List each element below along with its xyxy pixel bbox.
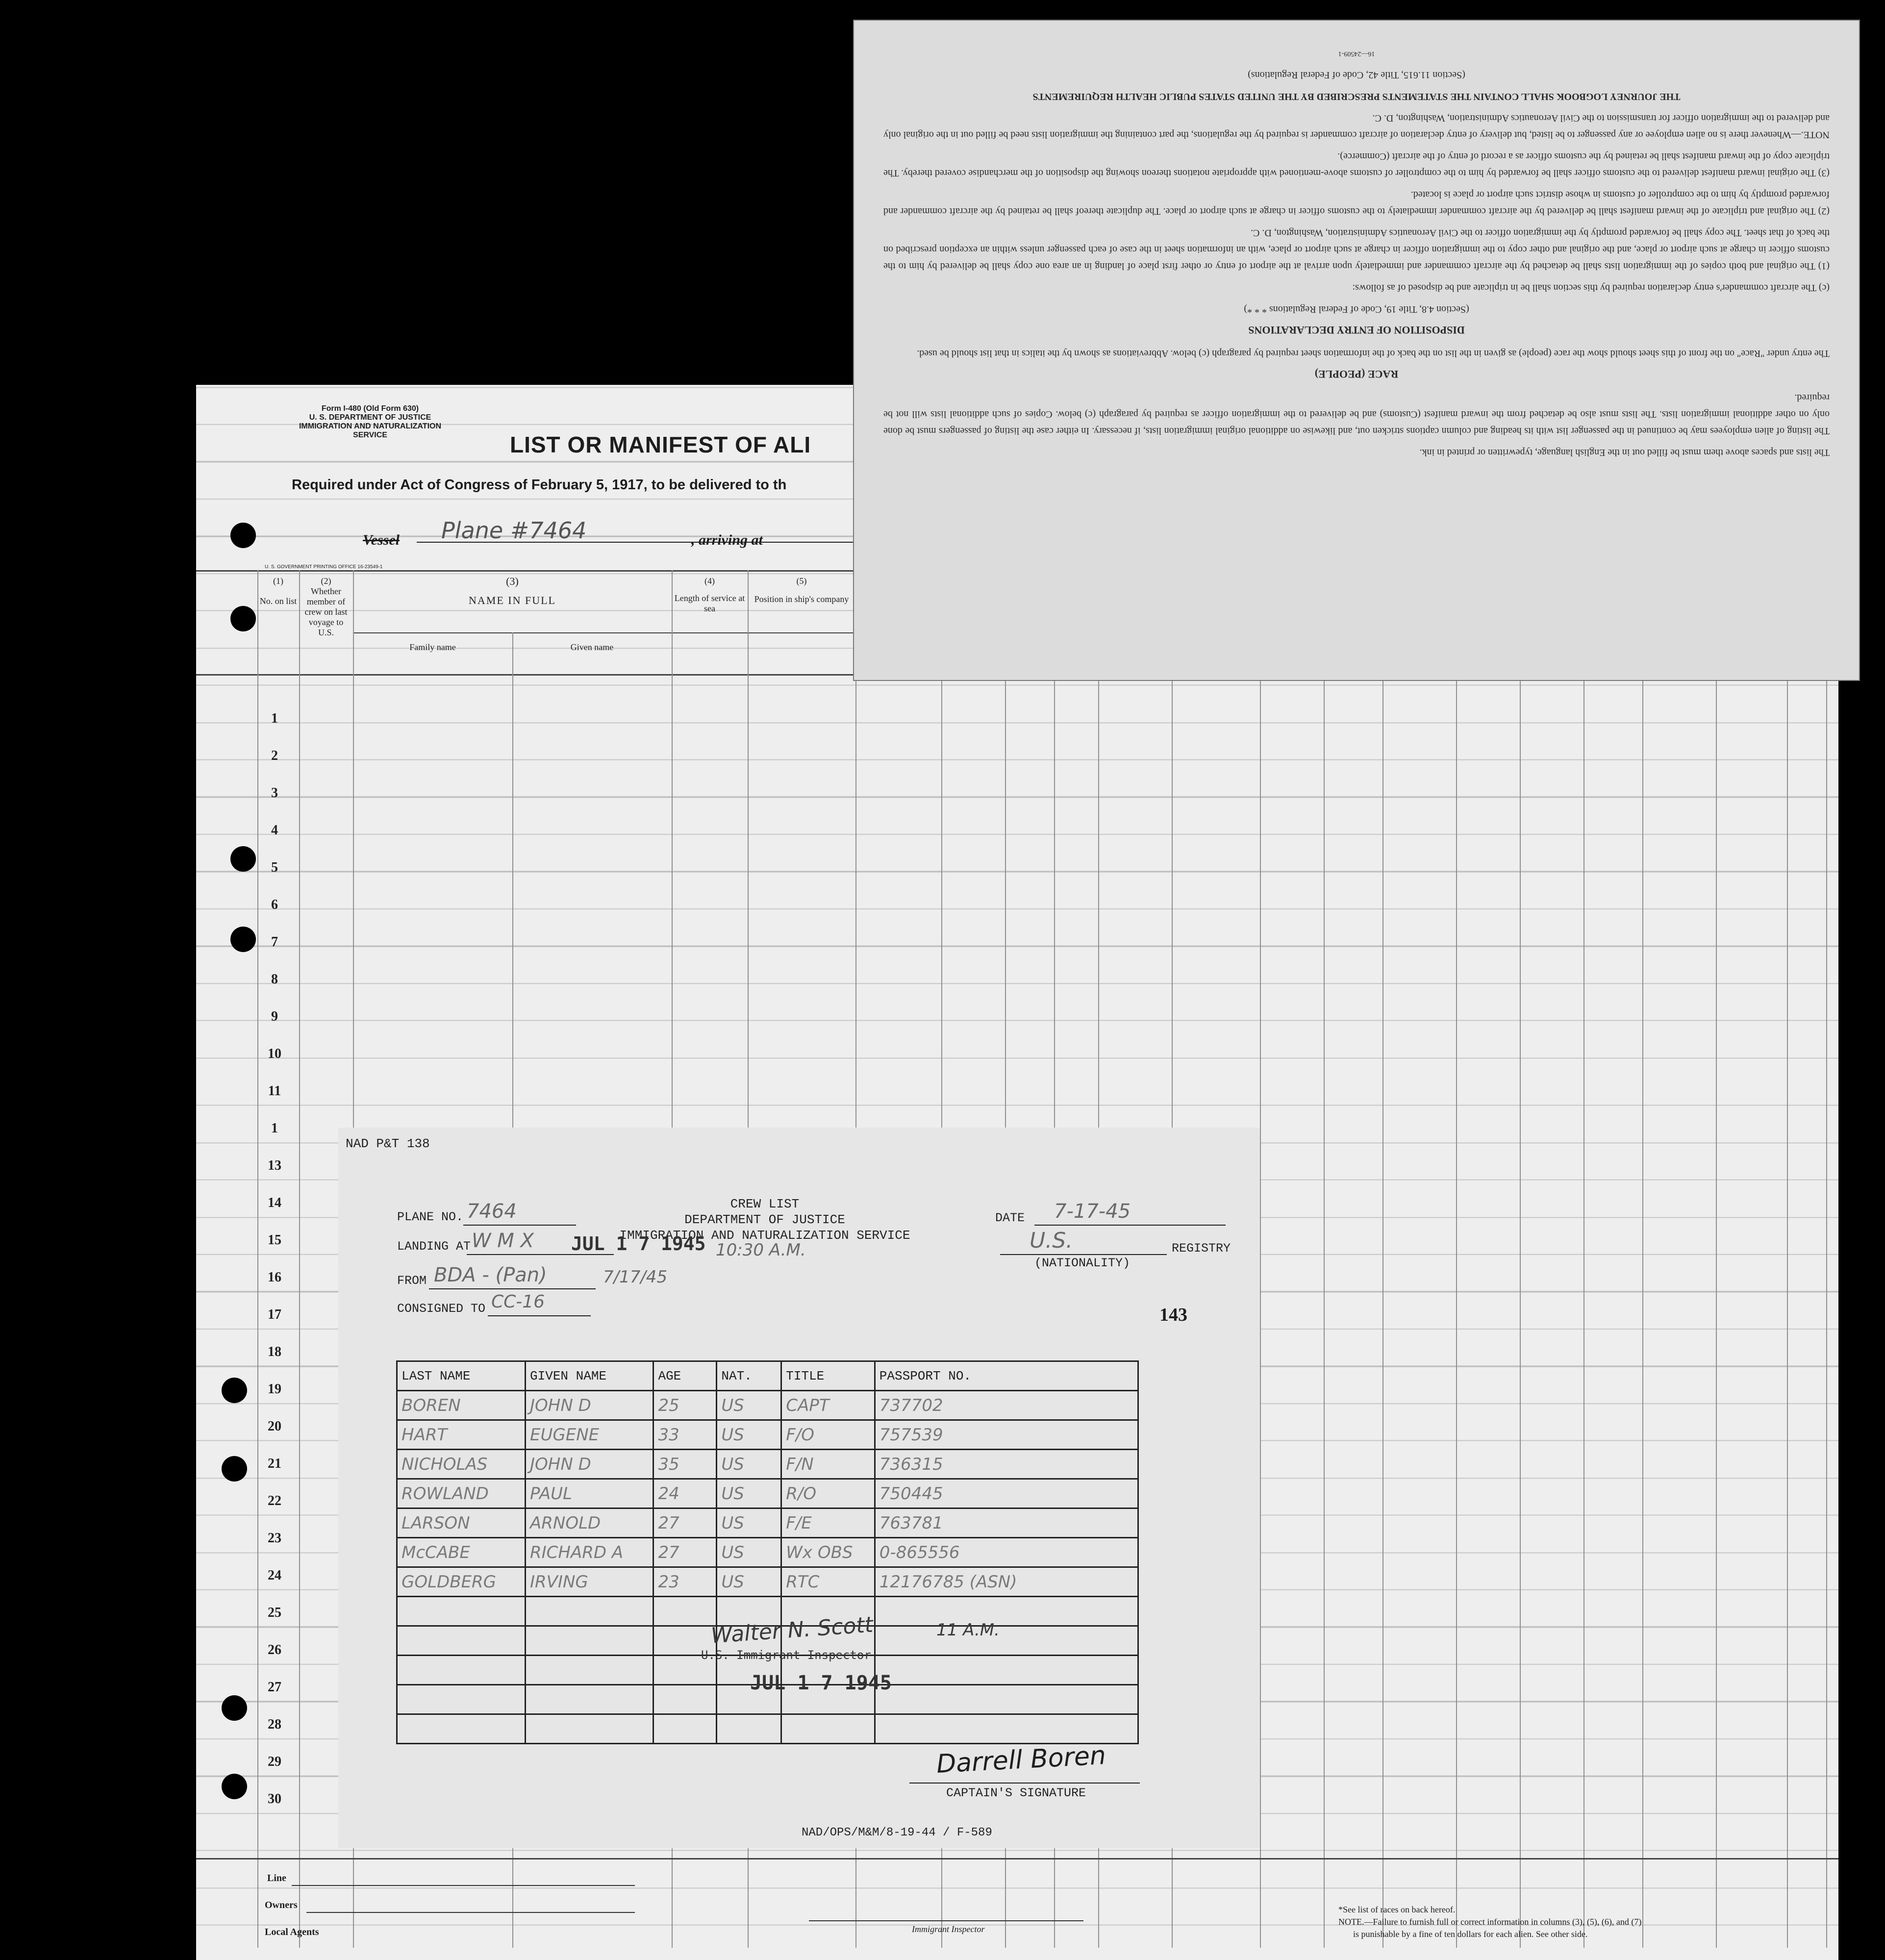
crew-cell: 35 — [653, 1450, 717, 1479]
crew-cell — [526, 1597, 653, 1626]
crew-cell: ARNOLD — [526, 1508, 653, 1538]
crew-cell: McCABE — [397, 1538, 526, 1567]
crew-cell — [717, 1714, 781, 1744]
crew-cell: 12176785 (ASN) — [875, 1567, 1138, 1597]
crew-cell — [875, 1714, 1138, 1744]
disposition-ref: (Section 4.8, Title 19, Code of Federal Regulations * * *) — [1244, 304, 1469, 315]
landing-date-stamp: JUL 1 7 1945 — [571, 1233, 706, 1255]
col4-number: (4) — [704, 576, 715, 586]
footer-owners-underline — [306, 1912, 635, 1913]
arriving-label: , arriving at — [691, 532, 763, 548]
consigned-underline — [488, 1315, 591, 1316]
crew-cell: JOHN D — [526, 1450, 653, 1479]
row-number: 9 — [271, 1009, 278, 1024]
column-line — [1520, 570, 1521, 1948]
back-para: (3) The original inward manifest delivered to the customs officer shall be forwarded by him to the comptroller of customs above-mentioned with appropriate notations thereon showing the disposition of the merchandise covered thereby. The triplicate copy of the inward manifest shall be retained by the customs officer as a record of entry of the aircraft (Commerce). — [883, 151, 1830, 178]
crew-cell — [397, 1685, 526, 1714]
name-split-rule — [353, 632, 868, 633]
back-para: The lists and spaces above them must be filled out in the English language, typewritten or printed in ink. — [1419, 447, 1830, 458]
consigned-label: CONSIGNED TO — [397, 1302, 486, 1316]
crew-cell: 757539 — [875, 1420, 1138, 1450]
crew-cell — [875, 1685, 1138, 1714]
crew-row — [397, 1479, 1138, 1508]
crew-cell — [526, 1656, 653, 1685]
punch-hole — [230, 846, 256, 872]
col1-number: (1) — [273, 576, 283, 586]
row-number: 18 — [268, 1344, 281, 1359]
crew-cell: 24 — [653, 1479, 717, 1508]
col3-label: NAME IN FULL — [469, 594, 556, 606]
crew-cell: EUGENE — [526, 1420, 653, 1450]
column-line — [1456, 570, 1457, 1948]
crew-cell: US — [717, 1538, 781, 1567]
crew-header-cell: TITLE — [781, 1361, 875, 1391]
col5-number: (5) — [796, 576, 807, 586]
footer-line-underline — [292, 1885, 635, 1886]
date-label: DATE — [995, 1211, 1025, 1225]
footer-owners-label: Owners — [265, 1900, 298, 1910]
crew-cell: 0-865556 — [875, 1538, 1138, 1567]
col1-label: No. on list — [259, 596, 297, 606]
crew-cell: 750445 — [875, 1479, 1138, 1508]
crew-list-card — [338, 1128, 1260, 1848]
row-number: 4 — [271, 823, 278, 838]
from-underline — [429, 1288, 596, 1289]
footnote-penalty: NOTE.—Failure to furnish full or correct information in columns (3), (5), (6), and (7) — [1338, 1917, 1642, 1927]
printing-office: U. S. GOVERNMENT PRINTING OFFICE 16-23549-1 — [265, 564, 383, 570]
column-line — [257, 570, 258, 1948]
nationality-value: U.S. — [1030, 1228, 1073, 1253]
col3-header — [353, 576, 672, 605]
row-number: 8 — [271, 972, 278, 987]
crew-row — [397, 1714, 1138, 1744]
row-number: 25 — [268, 1605, 281, 1620]
crew-row — [397, 1508, 1138, 1538]
row-number: 1 — [271, 1121, 278, 1136]
date-value: 7-17-45 — [1054, 1200, 1131, 1223]
punch-hole — [222, 1774, 247, 1799]
from-value: BDA - (Pan) — [434, 1264, 547, 1286]
crew-cell: PAUL — [526, 1479, 653, 1508]
col2-number: (2) — [321, 576, 331, 586]
crew-header-cell: AGE — [653, 1361, 717, 1391]
landing-value: W M X — [472, 1230, 534, 1252]
row-number: 7 — [271, 934, 278, 950]
race-heading: RACE (PEOPLE) — [1314, 368, 1399, 380]
column-line — [299, 570, 300, 1948]
form-header — [282, 404, 458, 440]
crew-cell: JOHN D — [526, 1391, 653, 1420]
row-number: 17 — [268, 1307, 281, 1322]
inspector-title: U.S. Immigrant Inspector — [701, 1648, 871, 1662]
column-line — [1583, 570, 1584, 1948]
row-number: 13 — [268, 1158, 281, 1173]
crew-cell — [875, 1597, 1138, 1626]
punch-hole — [230, 606, 256, 631]
plane-underline — [463, 1225, 576, 1226]
landing-label: LANDING AT — [397, 1239, 471, 1254]
crew-cell: NICHOLAS — [397, 1450, 526, 1479]
crew-cell: IRVING — [526, 1567, 653, 1597]
crew-cell: RICHARD A — [526, 1538, 653, 1567]
crew-form-code: NAD/OPS/M&M/8-19-44 / F-589 — [802, 1826, 992, 1839]
footer-line-label: Line — [267, 1873, 286, 1884]
landing-time: 10:30 A.M. — [716, 1240, 806, 1260]
crew-cell: US — [717, 1479, 781, 1508]
crew-row — [397, 1538, 1138, 1567]
crew-cell: US — [717, 1391, 781, 1420]
heading-service: IMMIGRATION AND NATURALIZATION SERVICE — [619, 1228, 910, 1243]
crew-cell: 763781 — [875, 1508, 1138, 1538]
column-line — [1826, 570, 1827, 1948]
crew-row — [397, 1567, 1138, 1597]
department: U. S. DEPARTMENT OF JUSTICE — [309, 413, 431, 422]
row-number: 26 — [268, 1642, 281, 1658]
crew-cell: 23 — [653, 1567, 717, 1597]
crew-cell: 736315 — [875, 1450, 1138, 1479]
crew-cell: ROWLAND — [397, 1479, 526, 1508]
crew-cell — [653, 1685, 717, 1714]
row-number: 19 — [268, 1382, 281, 1397]
column-line — [1260, 570, 1261, 1948]
archive-ref: NAD P&T 138 — [346, 1136, 430, 1151]
family-name-header: Family name — [409, 642, 456, 652]
row-number: 10 — [268, 1046, 281, 1061]
column-line — [1716, 570, 1717, 1948]
crew-header-cell: NAT. — [717, 1361, 781, 1391]
footer-inspector-label: Immigrant Inspector — [912, 1924, 985, 1934]
row-number: 21 — [268, 1456, 281, 1471]
punch-hole — [222, 1456, 247, 1482]
logbook-heading: THE JOURNEY LOGBOOK SHALL CONTAIN THE STATEMENTS PRESCRIBED BY THE UNITED STATES PUBLIC HEALTH REQUIREMENTS — [1032, 91, 1681, 102]
heading-department: DEPARTMENT OF JUSTICE — [684, 1212, 845, 1227]
col4-label: Length of service at sea — [674, 593, 745, 613]
back-para: (c) The aircraft commander's entry declaration required by this section shall be in triplicate and be disposed of as follows: — [1352, 282, 1830, 293]
row-number: 30 — [268, 1791, 281, 1807]
heading-crew-list: CREW LIST — [730, 1197, 800, 1211]
crew-cell: F/O — [781, 1420, 875, 1450]
row-number: 11 — [268, 1083, 281, 1099]
page-number: 143 — [1159, 1305, 1187, 1325]
crew-cell — [875, 1626, 1138, 1656]
row-number: 5 — [271, 860, 278, 875]
crew-cell: US — [717, 1420, 781, 1450]
row-number: 22 — [268, 1493, 281, 1508]
row-number: 3 — [271, 785, 278, 801]
date-underline — [1034, 1225, 1226, 1226]
crew-cell — [397, 1626, 526, 1656]
captain-signature-underline — [909, 1783, 1140, 1784]
crew-cell: GOLDBERG — [397, 1567, 526, 1597]
inspector-time: 11 A.M. — [936, 1620, 1000, 1640]
crew-cell — [781, 1714, 875, 1744]
footnote-penalty-cont: is punishable by a fine of ten dollars for each alien. See other side. — [1353, 1929, 1588, 1939]
crew-cell: BOREN — [397, 1391, 526, 1420]
captain-signature-label: CAPTAIN'S SIGNATURE — [946, 1786, 1086, 1800]
crew-cell — [653, 1714, 717, 1744]
column-line — [1642, 570, 1643, 1948]
row-number: 28 — [268, 1717, 281, 1732]
crew-cell: R/O — [781, 1479, 875, 1508]
logbook-ref: (Section 11.615, Title 42, Code of Federal Regulations) — [1248, 70, 1465, 80]
crew-cell: F/N — [781, 1450, 875, 1479]
crew-cell — [526, 1714, 653, 1744]
col3-number: (3) — [506, 575, 519, 587]
row-number: 14 — [268, 1195, 281, 1210]
row-number: 16 — [268, 1270, 281, 1285]
row-number: 2 — [271, 748, 278, 763]
crew-cell: HART — [397, 1420, 526, 1450]
plane-value: 7464 — [467, 1200, 517, 1223]
row-number: 20 — [268, 1419, 281, 1434]
registry-label: REGISTRY — [1172, 1241, 1231, 1256]
back-para: (2) The original and triplicate of the inward manifest shall be delivered by the aircraft commander immediately to the customs officer in charge at such airport or place. The duplicate thereof shall be retained by the aircraft commander and forwarded promptly by him to the comptroller of customs in whose district such airport or place is located. — [883, 189, 1830, 217]
punch-hole — [230, 523, 256, 548]
crew-cell — [653, 1597, 717, 1626]
punch-hole — [230, 927, 256, 952]
crew-row — [397, 1450, 1138, 1479]
column-line — [1382, 570, 1383, 1948]
back-sheet-text — [883, 40, 1830, 461]
punch-hole — [222, 1695, 247, 1721]
back-code: 16—24509-1 — [1338, 50, 1375, 57]
crew-cell — [397, 1597, 526, 1626]
row-number: 24 — [268, 1568, 281, 1583]
col5-header — [748, 576, 855, 604]
crew-cell: 737702 — [875, 1391, 1138, 1420]
back-para: NOTE.—Whenever there is no alien employee or any passenger to be listed, but delivery of entry declaration of aircraft commander is required by the regulations, the part containing the immigration lists need be filled out in the original only and delivered to the immigration officer for transmission to the Civil Aeronautics Administration, Washington, D. C. — [883, 113, 1830, 140]
crew-cell: US — [717, 1508, 781, 1538]
crew-cell: LARSON — [397, 1508, 526, 1538]
crew-cell: RTC — [781, 1567, 875, 1597]
row-number: 6 — [271, 897, 278, 912]
crew-cell: 27 — [653, 1508, 717, 1538]
column-line — [1324, 570, 1325, 1948]
crew-cell: US — [717, 1567, 781, 1597]
plane-label: PLANE NO. — [397, 1210, 464, 1224]
crew-header-cell: GIVEN NAME — [526, 1361, 653, 1391]
crew-cell — [526, 1685, 653, 1714]
disposition-heading: DISPOSITION OF ENTRY DECLARATIONS — [1248, 324, 1465, 336]
footer-rule — [196, 1858, 1838, 1859]
inspector-signature: Walter N. Scott — [710, 1612, 874, 1649]
back-para: The entry under "Race" on the front of this sheet should show the race (people) as given in the list on the back of the information sheet required by paragraph (c) below. Abbreviations as shown by the italics in that list should be used. — [917, 348, 1830, 359]
crew-cell: F/E — [781, 1508, 875, 1538]
col2-label: Whether member of crew on last voyage to U.S. — [304, 586, 348, 637]
row-number: 29 — [268, 1754, 281, 1769]
inspector-date-stamp: JUL 1 7 1945 — [750, 1672, 892, 1694]
crew-row — [397, 1391, 1138, 1420]
crew-cell — [397, 1656, 526, 1685]
crew-row — [397, 1420, 1138, 1450]
back-sheet-overlay — [854, 21, 1859, 680]
inspector-underline — [809, 1920, 1083, 1921]
manifest-subtitle: Required under Act of Congress of February 5, 1917, to be delivered to th — [292, 477, 787, 493]
col5-label: Position in ship's company — [754, 594, 849, 604]
crew-cell — [875, 1656, 1138, 1685]
crew-cell: 27 — [653, 1538, 717, 1567]
crew-header-cell: LAST NAME — [397, 1361, 526, 1391]
form-id: Form I-480 (Old Form 630) — [321, 404, 419, 413]
footnote-races: *See list of races on back hereof. — [1338, 1905, 1456, 1914]
col4-header — [672, 576, 748, 614]
footer-agents-label: Local Agents — [265, 1927, 319, 1937]
service-name: IMMIGRATION AND NATURALIZATION SERVICE — [299, 422, 442, 439]
crew-header-cell: PASSPORT NO. — [875, 1361, 1138, 1391]
column-line — [1787, 570, 1788, 1948]
vessel-value: Plane #7464 — [441, 517, 587, 544]
nationality-underline — [1000, 1254, 1167, 1255]
nationality-label: (NATIONALITY) — [1034, 1256, 1131, 1270]
given-name-header: Given name — [570, 642, 614, 652]
consigned-value: CC-16 — [491, 1292, 545, 1312]
back-para: The listing of alien employees may be continued in the passenger list with its heading and column captions stricken out, and likewise on additional original immigration lists, if necessary. In either case the listing of passengers must be done only on other additional immigration lists. The lists must also be detached from the inward manifest (Customs) and be delivered to the immigration officer as required by paragraph (c) below. Copies of such additional lists will not be required. — [883, 392, 1830, 436]
crew-cell — [397, 1714, 526, 1744]
row-number: 15 — [268, 1232, 281, 1248]
crew-cell — [526, 1626, 653, 1656]
captain-signature: Darrell Boren — [935, 1740, 1107, 1780]
crew-cell: 33 — [653, 1420, 717, 1450]
crew-cell: CAPT — [781, 1391, 875, 1420]
row-number: 27 — [268, 1680, 281, 1695]
crew-table-header — [397, 1361, 1138, 1391]
back-para: (1) The original and both copies of the immigration lists shall be detached by the aircraft commander and immediately upon arrival at the airport of entry or other first place of landing in an area one copy shall be delivered by him to the customs officer in charge at such airport or place, and the original and other copy to the immigration officer in charge at such airport or place, with an information sheet in the case of each passenger unless within an exception prescribed on the back of that sheet. The copy shall be forwarded promptly by the immigration officer to the Civil Aeronautics Administration, Washington, D. C. — [883, 227, 1830, 272]
from-label: FROM — [397, 1274, 427, 1288]
punch-hole — [222, 1378, 247, 1403]
row-number: 1 — [271, 711, 278, 726]
manifest-title: LIST OR MANIFEST OF ALI — [510, 432, 811, 457]
crew-cell: US — [717, 1450, 781, 1479]
crew-cell: Wx OBS — [781, 1538, 875, 1567]
vessel-label: Vessel — [363, 532, 400, 548]
crew-cell: 25 — [653, 1391, 717, 1420]
col1-header — [257, 576, 299, 606]
from-date: 7/17/45 — [603, 1267, 668, 1287]
col2-header — [300, 576, 352, 638]
row-number: 23 — [268, 1531, 281, 1546]
